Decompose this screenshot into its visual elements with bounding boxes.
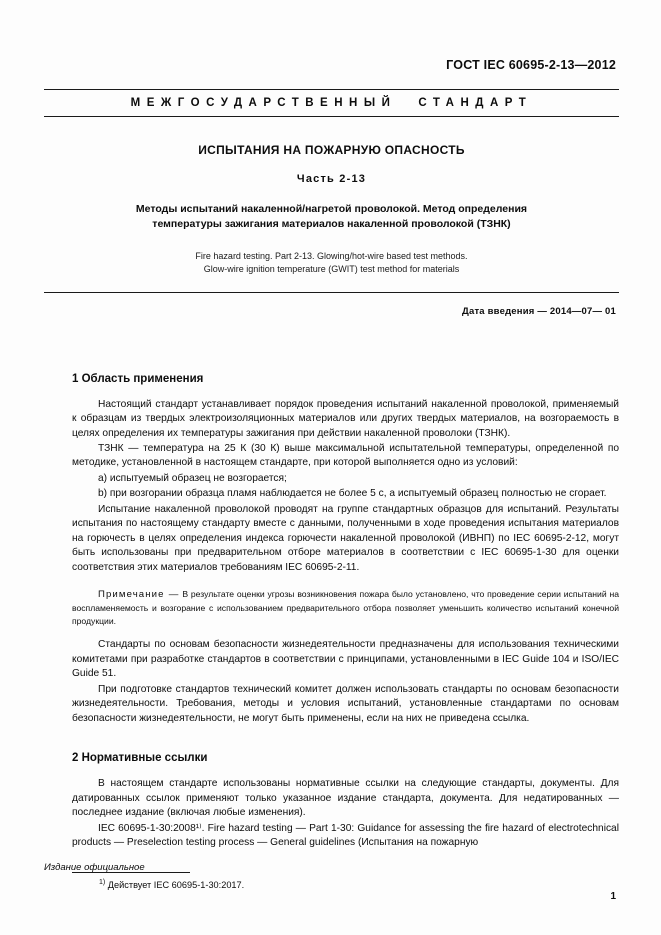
- section-2-body: [72, 777, 619, 850]
- paragraph: IEC 60695-1-30:2008¹⁾. Fire hazard testing — Part 1-30: Guidance for assessing the fire hazard of electrotechnical products — Preselection testing process — General guidelines (Испытания на пожарную: [72, 822, 619, 848]
- interstate-standard-banner: [44, 89, 619, 117]
- page-number: 1: [610, 891, 616, 902]
- paragraph: Стандарты по основам безопасности жизнедеятельности предназначены для использования техническими комитетами при разработке стандартов в соответствии с принципами, установленными в IEC Guide 104 и ISO/IEC Guide 51.: [72, 639, 619, 680]
- official-edition-label: Издание официальное: [44, 862, 145, 873]
- paragraph: ТЗНК — температура на 25 К (30 К) выше максимальной испытательной температуры, определенной по методике, установленной в настоящем стандарте, при которой выполняется одно из условий:: [72, 442, 619, 469]
- paragraph: b) при возгорании образца пламя наблюдается не более 5 с, а испытуемый образец полностью не сгорает.: [98, 488, 607, 500]
- english-line-1: Fire hazard testing. Part 2-13. Glowing/hot-wire based test methods.: [195, 251, 468, 262]
- subtitle-line-2: температуры зажигания материалов накаленной проволокой (ТЗНК): [152, 218, 511, 231]
- section-scope: [44, 373, 619, 727]
- english-line-2: Glow-wire ignition temperature (GWIT) test method for materials: [203, 264, 460, 275]
- interstate-word: МЕЖГОСУДАРСТВЕННЫЙ: [130, 97, 397, 109]
- standard-word: СТАНДАРТ: [418, 97, 533, 109]
- paragraph: a) испытуемый образец не возгорается;: [98, 472, 287, 484]
- document-title: ИСПЫТАНИЯ НА ПОЖАРНУЮ ОПАСНОСТЬ: [198, 143, 465, 157]
- document-part: Часть 2-13: [296, 173, 367, 185]
- section-2-heading: 2 Нормативные ссылки: [72, 752, 208, 765]
- paragraph: Испытание накаленной проволокой проводят на группе стандартных образцов для испытаний. Результаты испытания по настоящему стандарту вместе с данными, полученными в ходе проведения испытания материалов на горючесть в целях определения индекса горючести накаленной проволокой (ИВНП) по IEC 60695-2-12, могут быть использованы при предварительном отборе материалов в соответствии с IEC 60695-1-30 для оценки соответствия этих материалов требованиям IEC 60695-2-11.: [72, 503, 619, 573]
- section-normative-references: [44, 752, 619, 850]
- note-label: Примечание —: [98, 589, 180, 601]
- paragraph: В настоящем стандарте использованы нормативные ссылки на следующие стандарты, документы. Для датированных ссылок применяют только указанное издание стандарта, документа. Для недатированных — последнее издание (включая любые изменения).: [72, 778, 619, 819]
- paragraph: При подготовке стандартов технический комитет должен использовать стандарты по основам безопасности жизнедеятельности. Требования, методы и условия испытаний, установленные стандартами по основам безопасности жизнедеятельности, не могут быть применены, если на них не приведена ссылка.: [72, 683, 619, 724]
- paragraph: Настоящий стандарт устанавливает порядок проведения испытаний накаленной проволокой, применяемый к образцам из твердых электроизоляционных материалов или других твердых материалов, на возгораемость в целях определения их температуры зажигания при действии накаленной проволоки (ТЗНК).: [72, 398, 619, 439]
- document-subtitle: [44, 202, 619, 232]
- footnote: [44, 879, 619, 890]
- note-paragraph: [72, 588, 619, 627]
- divider-rule: [44, 292, 619, 293]
- page-content: [44, 0, 619, 935]
- standard-number: ГОСТ IEC 60695-2-13—2012: [446, 58, 616, 72]
- footnote-text: Действует IEC 60695-1-30:2017.: [107, 880, 245, 891]
- subtitle-line-1: Методы испытаний накаленной/нагретой проволокой. Метод определения: [135, 203, 528, 215]
- introduction-date: Дата введения — 2014—07— 01: [462, 305, 616, 317]
- note-text: В результате оценки угрозы возникновения пожара было установлено, что проведение серии испытаний на воспламеняемость и возгорание с использованием предварительного отбора позволяет уменьшить количество испытаний конечной продукции.: [72, 589, 619, 626]
- section-1-body: [72, 398, 619, 727]
- footnote-marker: 1): [99, 879, 106, 887]
- section-1-heading: 1 Область применения: [72, 372, 204, 385]
- document-title-english: [44, 250, 619, 276]
